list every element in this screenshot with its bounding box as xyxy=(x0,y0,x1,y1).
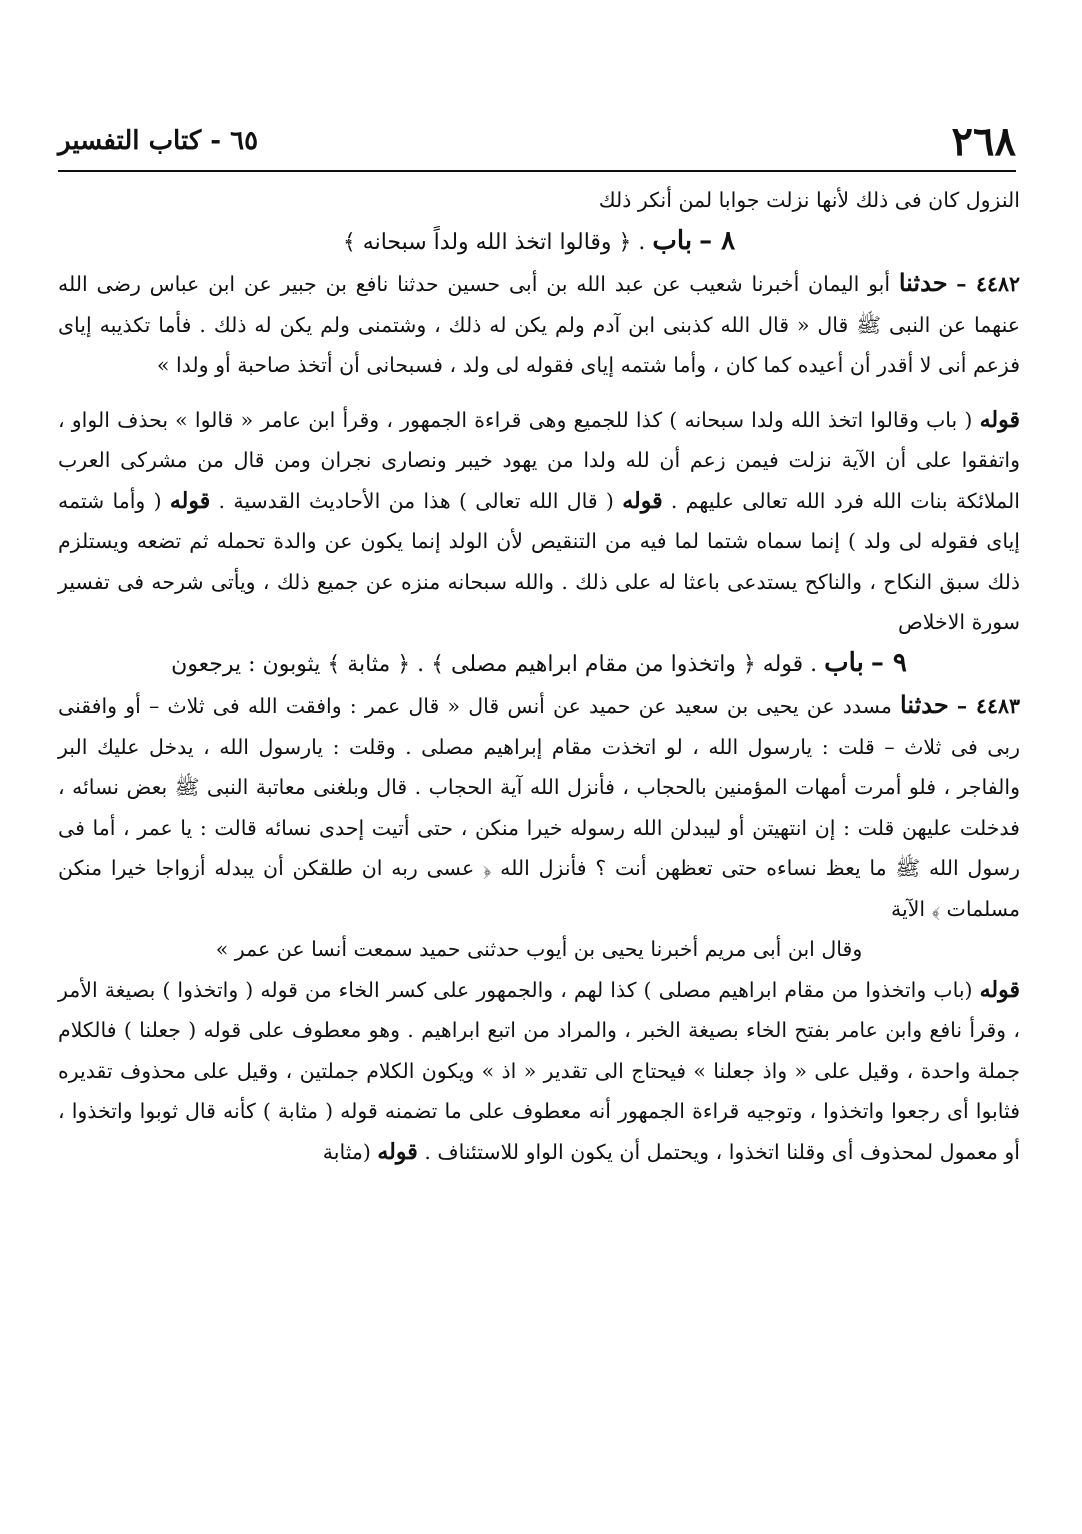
page-header xyxy=(58,118,1016,164)
hadith-4483 xyxy=(58,685,1020,929)
page-body xyxy=(58,180,1020,1172)
hadith-number: ٤٤٨٣ – xyxy=(956,694,1020,718)
qawl-marker: قوله xyxy=(169,487,211,514)
commentary-text: ( قال الله تعالى ) هذا من الأحاديث القدسية . xyxy=(218,488,614,513)
commentary-text: (باب واتخذوا من مقام ابراهيم مصلى ) كذا لهم ، والجمهور على كسر الخاء من قوله ( واتخذوا ) بصيغة الأمر ، وقرأ نافع وابن عامر بفتح الخاء بصيغة الخبر ، والمراد من اتبع ابراهيم . وهو معطوف على قوله ( جعلنا ) فالكلام جملة واحدة ، وقيل على « واذ جعلنا » فيحتاج الى تقدير « اذ » ويكون الكلام جملتين ، وقيل على محذوف تقديره فثابوا أى رجعوا واتخذوا ، وتوجيه قراءة الجمهور أنه معطوف على ما تضمنه قوله ( مثابة ) كأنه قال ثوبوا واتخذوا ، أو معمول لمحذوف أى وقلنا اتخذوا ، ويحتمل أن يكون الواو للاستئناف . xyxy=(58,977,1020,1164)
chapter-number: ٩ – xyxy=(870,647,907,678)
qawl-marker: قوله xyxy=(377,1138,418,1165)
commentary-text: ( باب وقالوا اتخذ الله ولدا سبحانه ) كذا للجميع وهى قراءة الجمهور ، وقرأ ابن عامر « قالوا » بحذف الواو ، واتفقوا على أن الآية نزلت فيمن زعم أن لله ولدا من يهود خيبر ونصارى نجران ومن قال من مشركى العرب الملائكة بنات الله فرد الله تعالى عليهم . xyxy=(58,407,1020,513)
hadith-4482 xyxy=(58,263,1020,386)
bab-word: باب xyxy=(652,225,693,256)
hadith-number: ٤٤٨٢ – xyxy=(956,272,1020,296)
hadith-keyword: حدثنا xyxy=(900,690,949,719)
hadith-text: مسدد عن يحيى بن سعيد عن حميد عن أنس قال « قال عمر : وافقت الله فى ثلاث – أو وافقنى ربى فى ثلاث – قلت : يارسول الله ، لو اتخذت مقام إبراهيم مصلى . وقلت : يارسول الله ، يدخل عليك البر والفاجر ، فلو أمرت أمهات المؤمنين بالحجاب ، فأنزل الله آية الحجاب . قال وبلغنى معاتبة النبى ﷺ بعض نسائه ، فدخلت عليهن قلت : إن انتهيتن أو ليبدلن الله رسوله خيرا منكن ، حتى أتيت إحدى نسائه قالت : يا عمر ، أما فى رسول الله ﷺ ما يعظ نساءه حتى تعظهن أنت ؟ فأنزل الله ﴿ عسى ربه ان طلقكن أن يبدله أزواجا خيرا منكن مسلمات ﴾ الآية xyxy=(58,694,1020,921)
chapter-heading-8 xyxy=(58,221,1020,264)
commentary-text: ( وأما شتمه إياى فقوله لى ولد ) إنما سماه شتما لما فيه من التنقيص لأن الولد إنما يكون عن والدة تحمله ثم تضعه ويستلزم ذلك سبق النكاح ، والناكح يستدعى باعثا له على ذلك . والله سبحانه منزه عن جميع ذلك ، ويأتى شرحه فى تفسير سورة الاخلاص xyxy=(58,488,1020,634)
qawl-marker: قوله xyxy=(979,406,1020,433)
qawl-marker: قوله xyxy=(622,487,663,514)
chapter-title: . ﴿ وقالوا اتخذ الله ولداً سبحانه ﴾ xyxy=(342,229,646,255)
running-title: ٦٥ - كتاب التفسير xyxy=(58,126,259,156)
qawl-marker: قوله xyxy=(979,976,1020,1003)
commentary-block-1 xyxy=(58,400,1020,643)
continuation-line: النزول كان فى ذلك لأنها نزلت جوابا لمن أنكر ذلك xyxy=(598,188,1020,212)
commentary-text: (مثابة xyxy=(322,1139,371,1164)
spacer xyxy=(58,386,1020,400)
bab-word: باب xyxy=(824,647,864,678)
page-number: ٢٦٨ xyxy=(951,117,1016,165)
hadith-addendum: وقال ابن أبى مريم أخبرنا يحيى بن أيوب حدثنى حميد سمعت أنسا عن عمر » xyxy=(215,937,863,961)
chapter-number: ٨ – xyxy=(699,225,736,256)
header-rule xyxy=(58,170,1016,172)
chapter-title: . قوله ﴿ واتخذوا من مقام ابراهيم مصلى ﴾ . ﴿ مثابة ﴾ يثوبون : يرجعون xyxy=(171,651,818,677)
hadith-keyword: حدثنا xyxy=(898,268,948,297)
commentary-block-2 xyxy=(58,970,1020,1173)
hadith-text: أبو اليمان أخبرنا شعيب عن عبد الله بن أبى حسين حدثنا نافع بن جبير عن ابن عباس رضى الله عنهما عن النبى ﷺ قال « قال الله كذبنى ابن آدم ولم يكن له ذلك ، وشتمنى ولم يكن له ذلك . فأما تكذيبه إياى فزعم أنى لا أقدر أن أعيده كما كان ، وأما شتمه إياى فقوله لى ولد ، فسبحانى أن أتخذ صاحبة أو ولدا » xyxy=(58,272,1020,377)
chapter-heading-9 xyxy=(58,643,1020,686)
